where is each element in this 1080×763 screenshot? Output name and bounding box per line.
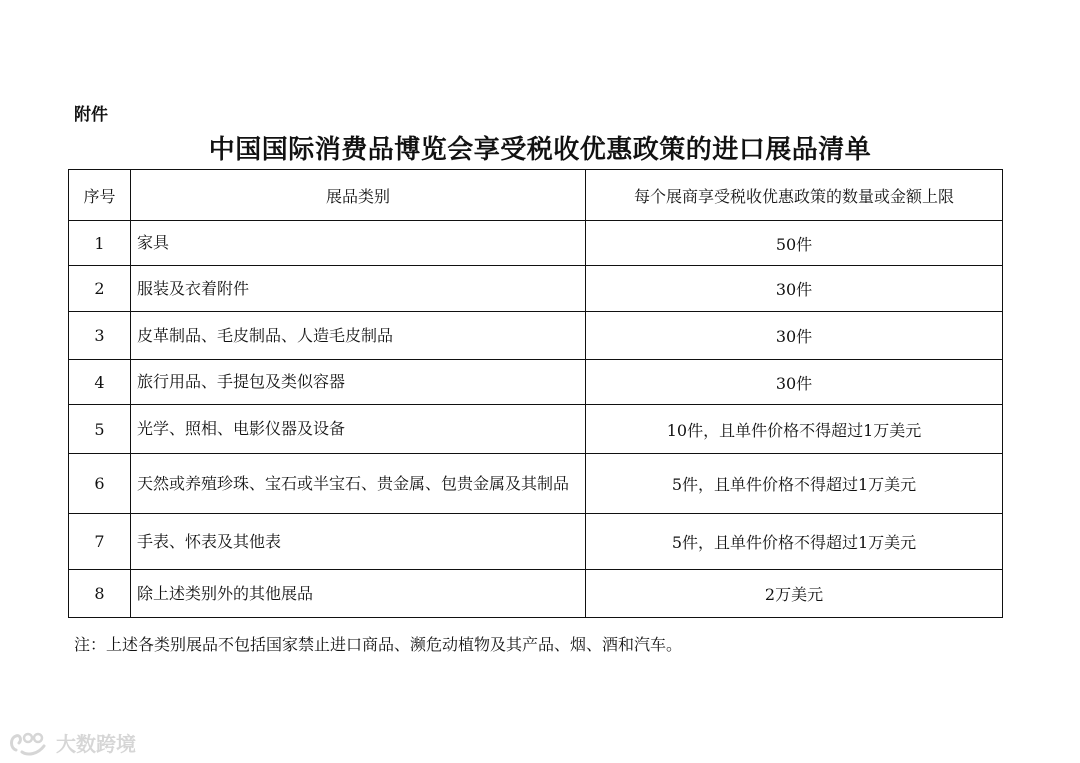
watermark-text: 大数跨境 (56, 732, 136, 756)
document-title: 中国国际消费品博览会享受税收优惠政策的进口展品清单 (208, 135, 872, 165)
column-header-category: 展品类别 (131, 170, 586, 221)
row-no: 2 (69, 266, 131, 312)
table-row (69, 221, 1003, 266)
row-no: 5 (69, 405, 131, 454)
row-category: 皮革制品、毛皮制品、人造毛皮制品 (131, 312, 586, 360)
column-header-no: 序号 (69, 170, 131, 221)
table-header-row (69, 170, 1003, 221)
brand-logo-icon (8, 730, 50, 756)
row-no: 3 (69, 312, 131, 360)
table-row (69, 312, 1003, 360)
row-limit: 5件，且单件价格不得超过1万美元 (586, 454, 1003, 514)
table-row (69, 514, 1003, 570)
row-no: 4 (69, 360, 131, 405)
row-no: 7 (69, 514, 131, 570)
row-category: 光学、照相、电影仪器及设备 (131, 405, 586, 454)
row-limit: 10件，且单件价格不得超过1万美元 (586, 405, 1003, 454)
exhibit-table (68, 169, 1003, 618)
table-row (69, 266, 1003, 312)
row-category: 旅行用品、手提包及类似容器 (131, 360, 586, 405)
table-row (69, 360, 1003, 405)
row-category: 手表、怀表及其他表 (131, 514, 586, 570)
row-category: 天然或养殖珍珠、宝石或半宝石、贵金属、包贵金属及其制品 (131, 454, 586, 514)
row-no: 6 (69, 454, 131, 514)
row-limit: 2万美元 (586, 570, 1003, 618)
row-category: 服装及衣着附件 (131, 266, 586, 312)
row-limit: 50件 (586, 221, 1003, 266)
watermark (8, 728, 136, 757)
row-category: 除上述类别外的其他展品 (131, 570, 586, 618)
table-row (69, 570, 1003, 618)
row-category: 家具 (131, 221, 586, 266)
row-limit: 30件 (586, 360, 1003, 405)
column-header-limit: 每个展商享受税收优惠政策的数量或金额上限 (586, 170, 1003, 221)
table-row (69, 405, 1003, 454)
row-limit: 30件 (586, 312, 1003, 360)
row-limit: 5件，且单件价格不得超过1万美元 (586, 514, 1003, 570)
footnote: 注：上述各类别展品不包括国家禁止进口商品、濒危动植物及其产品、烟、酒和汽车。 (74, 635, 683, 654)
row-no: 1 (69, 221, 131, 266)
row-limit: 30件 (586, 266, 1003, 312)
table-row (69, 454, 1003, 514)
attachment-label: 附件 (74, 105, 108, 125)
row-no: 8 (69, 570, 131, 618)
